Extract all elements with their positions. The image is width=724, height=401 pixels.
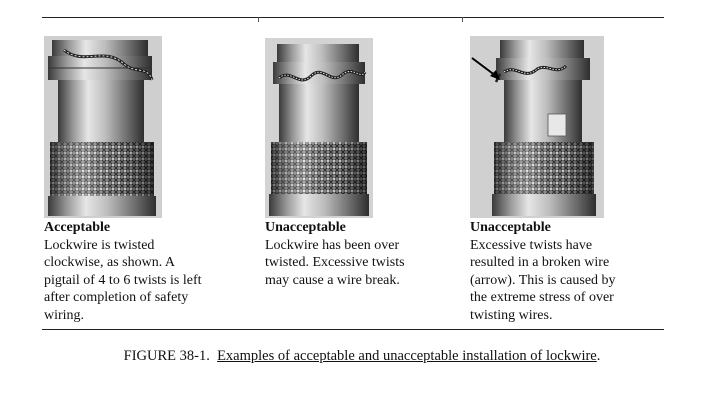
- panel-text-line: Excessive twists have: [470, 237, 593, 253]
- panel-acceptable: [44, 219, 244, 324]
- panel-text-line: (arrow). This is caused by: [470, 272, 616, 288]
- panel-text-line: the extreme stress of over: [470, 290, 614, 305]
- panel-text-line: twisting wires.: [470, 307, 553, 323]
- lockwire-photo-acceptable: [44, 36, 162, 218]
- panel-text-line: twisted. Excessive twists: [265, 255, 405, 270]
- top-rule: [42, 17, 664, 18]
- column-tick: [462, 17, 463, 22]
- figure-title: Examples of acceptable and unacceptable installation of lockwire: [217, 348, 597, 364]
- panel-text-line: resulted in a broken wire: [470, 255, 610, 270]
- lockwire-photo-broken-wire: [470, 36, 604, 218]
- panel-unacceptable-overtwisted: [265, 219, 460, 289]
- figure-terminal: .: [596, 348, 601, 364]
- figure-label: FIGURE 38-1.: [123, 348, 210, 364]
- panel-text-line: after completion of safety: [44, 290, 189, 305]
- panel-unacceptable-broken: [470, 219, 670, 324]
- panel-text-line: clockwise, as shown. A: [44, 255, 176, 270]
- panel-text-line: wiring.: [44, 307, 85, 323]
- panel-text-line: may cause a wire break.: [265, 272, 400, 288]
- bottom-rule: [42, 329, 664, 330]
- figure-caption: [0, 348, 724, 365]
- column-tick: [258, 17, 259, 22]
- panel-heading: Acceptable: [44, 220, 111, 235]
- panel-text-line: Lockwire is twisted: [44, 237, 155, 253]
- panel-text-line: Lockwire has been over: [265, 237, 400, 253]
- panel-text-line: pigtail of 4 to 6 twists is left: [44, 272, 202, 288]
- panel-heading: Unacceptable: [470, 220, 551, 235]
- panel-heading: Unacceptable: [265, 220, 346, 235]
- lockwire-photo-overtwisted: [265, 38, 373, 218]
